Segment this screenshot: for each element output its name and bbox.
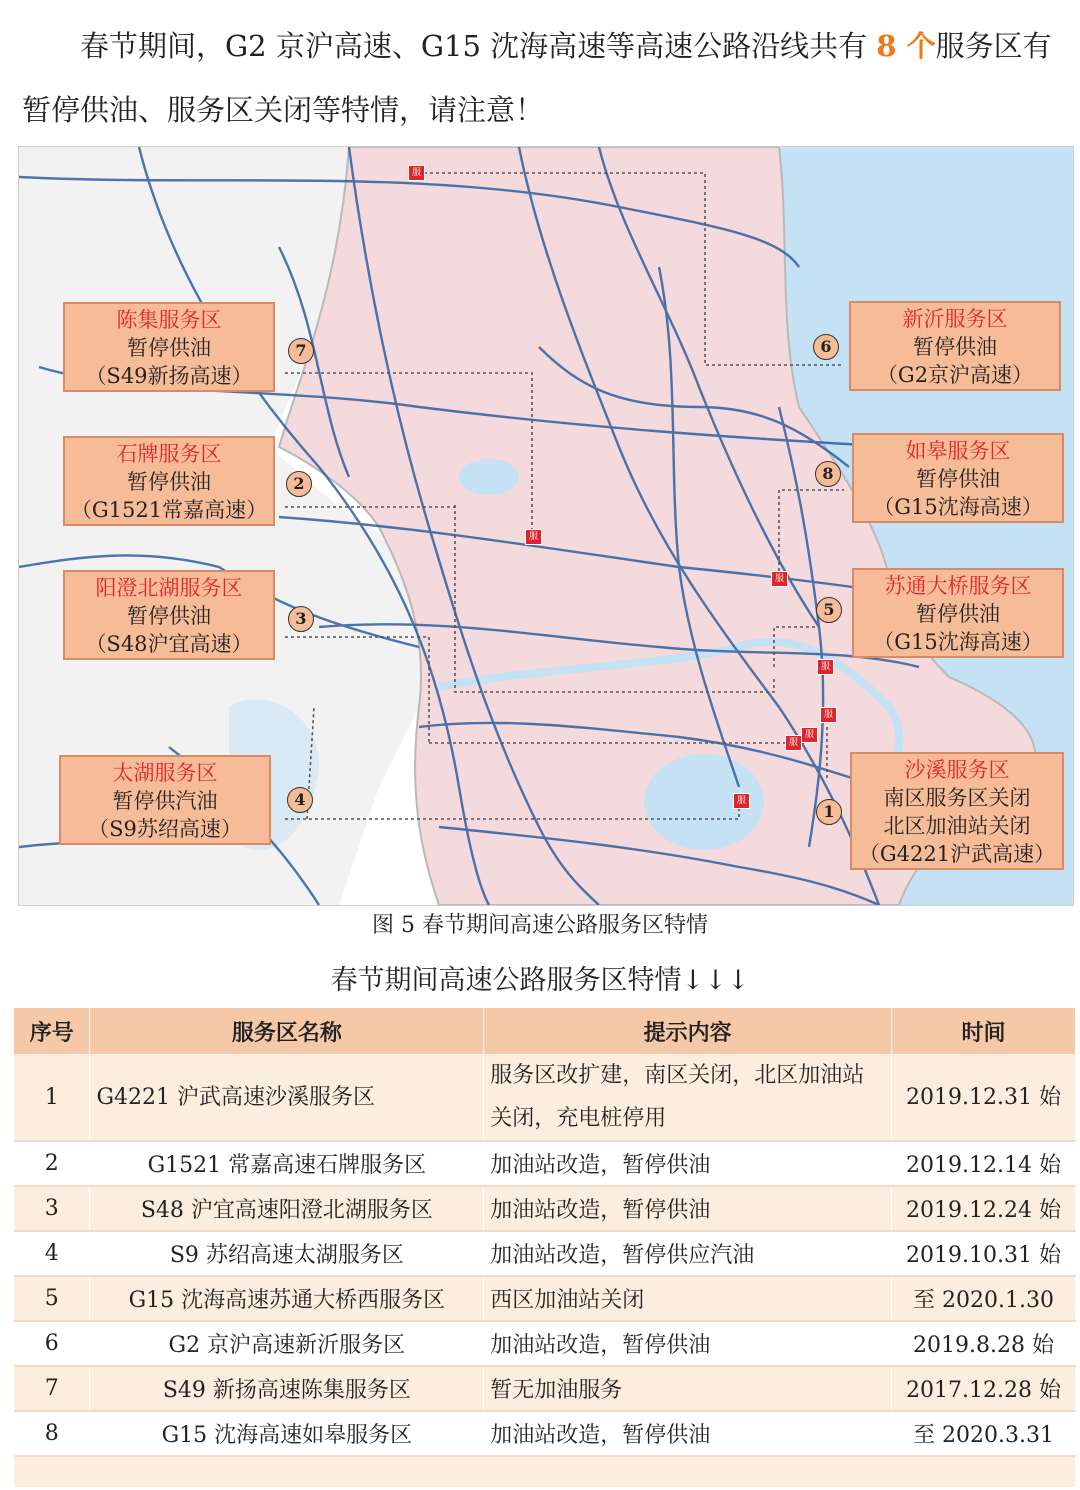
service-area-marker: 服	[820, 707, 837, 723]
table-header-row	[14, 1008, 1076, 1054]
cell-name: G2 京沪高速新沂服务区	[90, 1321, 484, 1366]
table-footer-cell	[14, 1456, 1076, 1487]
marker-number: 4	[287, 787, 313, 813]
service-area-map	[18, 146, 1074, 906]
table-row	[14, 1366, 1076, 1411]
cell-name: S9 苏绍高速太湖服务区	[90, 1231, 484, 1276]
table-row	[14, 1141, 1076, 1186]
service-area-marker: 服	[785, 735, 802, 751]
table-row	[14, 1186, 1076, 1231]
callout-yangchengbeihu	[63, 570, 275, 660]
table-title: 春节期间高速公路服务区特情↓↓↓	[330, 965, 750, 996]
cell-name: S48 沪宜高速阳澄北湖服务区	[90, 1186, 484, 1231]
cell-time: 2019.12.14 始	[892, 1141, 1076, 1186]
callout-status: 暂停供油	[913, 335, 997, 359]
callout-name: 阳澄北湖服务区	[95, 576, 243, 600]
cell-name: S49 新扬高速陈集服务区	[90, 1366, 484, 1411]
callout-road: （S49新扬高速）	[85, 364, 253, 388]
header-name: 服务区名称	[90, 1008, 484, 1054]
intro-text-after: 服务区有暂停供油、服务区关闭等特情，请注意！	[22, 29, 1052, 127]
marker-number: 5	[816, 597, 842, 623]
service-area-marker: 服	[771, 571, 788, 587]
callout-status-2: 北区加油站关闭	[883, 814, 1031, 838]
callout-road: （G15沈海高速）	[873, 495, 1043, 519]
service-area-marker: 服	[525, 529, 542, 545]
cell-name: G1521 常嘉高速石牌服务区	[90, 1141, 484, 1186]
table-row	[14, 1054, 1076, 1141]
cell-time: 2017.12.28 始	[892, 1366, 1076, 1411]
header-no: 序号	[14, 1008, 90, 1054]
cell-no: 6	[14, 1321, 90, 1366]
callout-name: 苏通大桥服务区	[884, 574, 1032, 598]
cell-time: 2019.10.31 始	[892, 1231, 1076, 1276]
cell-no: 2	[14, 1141, 90, 1186]
callout-road: （G4221沪武高速）	[858, 842, 1056, 866]
callout-road: （G2京沪高速）	[876, 363, 1034, 387]
callout-status: 暂停供油	[127, 336, 211, 360]
service-area-table	[14, 1008, 1076, 1487]
marker-number: 2	[286, 471, 312, 497]
cell-time: 2019.12.24 始	[892, 1186, 1076, 1231]
intro-paragraph	[22, 14, 1062, 142]
callout-status: 暂停供汽油	[112, 789, 218, 813]
table-footer-row	[14, 1456, 1076, 1487]
service-area-marker: 服	[733, 793, 750, 809]
callout-road: （G1521常嘉高速）	[70, 498, 268, 522]
callout-name: 太湖服务区	[112, 761, 218, 785]
cell-tip: 服务区改扩建，南区关闭，北区加油站关闭，充电桩停用	[484, 1054, 892, 1141]
cell-time: 2019.12.31 始	[892, 1054, 1076, 1141]
cell-tip: 加油站改造，暂停供油	[484, 1186, 892, 1231]
cell-no: 5	[14, 1276, 90, 1321]
cell-no: 4	[14, 1231, 90, 1276]
callout-status: 暂停供油	[127, 604, 211, 628]
callout-shipai	[63, 436, 275, 526]
cell-no: 1	[14, 1054, 90, 1141]
callout-status: 南区服务区关闭	[883, 786, 1031, 810]
callout-status: 暂停供油	[916, 467, 1000, 491]
cell-tip: 加油站改造，暂停供应汽油	[484, 1231, 892, 1276]
cell-no: 3	[14, 1186, 90, 1231]
figure-caption: 图 5 春节期间高速公路服务区特情	[372, 913, 708, 938]
cell-time: 至 2020.3.31	[892, 1411, 1076, 1456]
marker-number: 3	[288, 606, 314, 632]
callout-shaxi	[850, 752, 1064, 870]
intro-count: 8 个	[876, 29, 936, 63]
cell-no: 8	[14, 1411, 90, 1456]
cell-name: G4221 沪武高速沙溪服务区	[90, 1054, 484, 1141]
callout-sutong-bridge	[852, 568, 1064, 658]
callout-road: （S9苏绍高速）	[88, 817, 242, 841]
cell-tip: 加油站改造，暂停供油	[484, 1321, 892, 1366]
marker-number: 7	[288, 338, 314, 364]
callout-name: 沙溪服务区	[904, 758, 1010, 782]
cell-tip: 西区加油站关闭	[484, 1276, 892, 1321]
intro-text-before: 春节期间，G2 京沪高速、G15 沈海高速等高速公路沿线共有	[80, 29, 877, 63]
callout-status: 暂停供油	[127, 470, 211, 494]
callout-xinyi	[849, 301, 1061, 391]
table-row	[14, 1231, 1076, 1276]
marker-number: 1	[816, 799, 842, 825]
header-tip: 提示内容	[484, 1008, 892, 1054]
callout-name: 新沂服务区	[902, 307, 1008, 331]
callout-rugao	[852, 433, 1064, 523]
cell-name: G15 沈海高速如皋服务区	[90, 1411, 484, 1456]
cell-time: 至 2020.1.30	[892, 1276, 1076, 1321]
callout-taihu	[59, 755, 271, 845]
table-row	[14, 1276, 1076, 1321]
cell-no: 7	[14, 1366, 90, 1411]
service-area-marker: 服	[408, 165, 425, 181]
marker-number: 6	[813, 334, 839, 360]
marker-number: 8	[815, 461, 841, 487]
callout-chenji	[63, 302, 275, 392]
cell-tip: 暂无加油服务	[484, 1366, 892, 1411]
service-area-marker: 服	[817, 659, 834, 675]
table-row	[14, 1411, 1076, 1456]
callout-name: 如皋服务区	[905, 439, 1011, 463]
callout-road: （S48沪宜高速）	[85, 632, 253, 656]
header-time: 时间	[892, 1008, 1076, 1054]
callout-name: 石牌服务区	[116, 442, 222, 466]
cell-time: 2019.8.28 始	[892, 1321, 1076, 1366]
table-row	[14, 1321, 1076, 1366]
cell-tip: 加油站改造，暂停供油	[484, 1141, 892, 1186]
callout-name: 陈集服务区	[116, 308, 222, 332]
cell-name: G15 沈海高速苏通大桥西服务区	[90, 1276, 484, 1321]
callout-status: 暂停供油	[916, 602, 1000, 626]
service-area-marker: 服	[801, 727, 818, 743]
cell-tip: 加油站改造，暂停供油	[484, 1411, 892, 1456]
callout-road: （G15沈海高速）	[873, 630, 1043, 654]
